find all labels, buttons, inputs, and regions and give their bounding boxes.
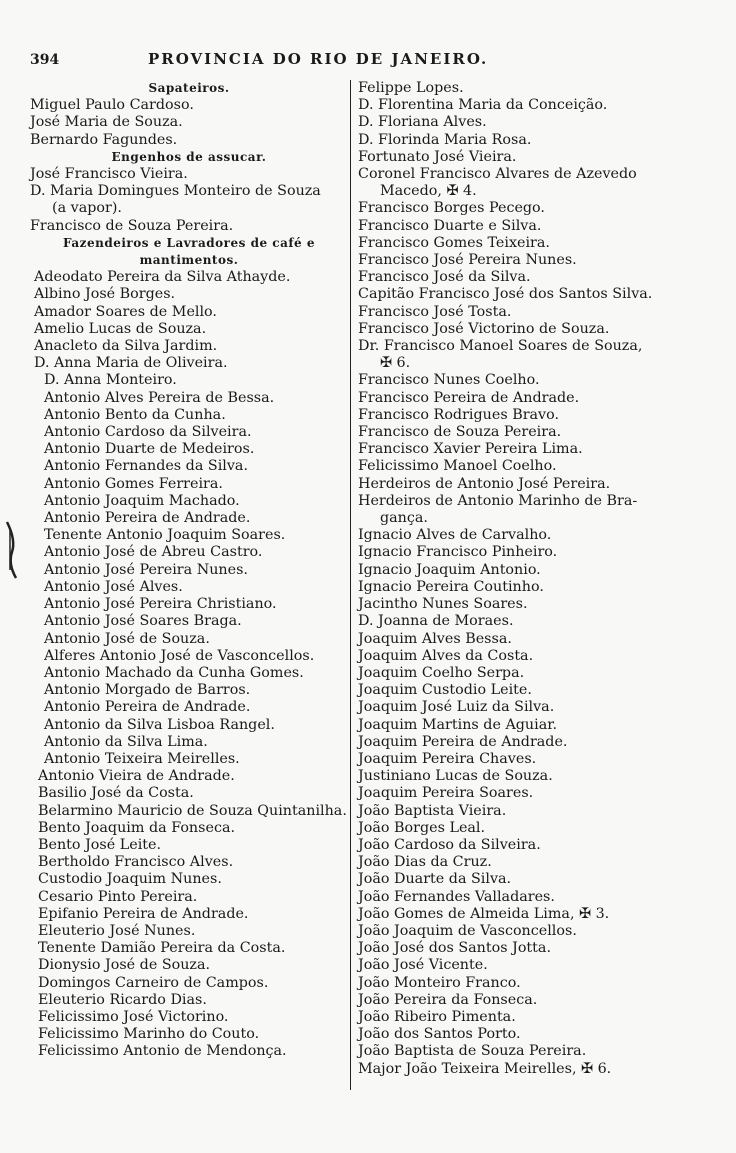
right-column <box>358 80 676 1078</box>
list-entry: João Ribeiro Pimenta. <box>358 1008 516 1025</box>
list-entry: Antonio José Pereira Christiano. <box>44 596 277 613</box>
list-entry: Anacleto da Silva Jardim. <box>34 338 218 355</box>
list-entry: Francisco de Souza Pereira. <box>358 424 562 441</box>
list-entry: Bernardo Fagundes. <box>30 131 178 148</box>
list-entry: Felicissimo Marinho do Couto. <box>38 1026 260 1043</box>
list-entry: Joaquim Pereira Chaves. <box>358 750 537 767</box>
list-entry: Eleuterio Ricardo Dias. <box>38 991 207 1008</box>
list-entry: Miguel Paulo Cardoso. <box>30 97 194 114</box>
list-entry: José Francisco Vieira. <box>30 166 188 183</box>
section-heading: mantimentos. <box>139 253 239 268</box>
list-entry: Domingos Carneiro de Campos. <box>38 974 269 991</box>
list-entry: Francisco Nunes Coelho. <box>358 372 540 389</box>
list-entry: Basilio José da Costa. <box>38 785 194 802</box>
list-entry: Custodio Joaquim Nunes. <box>38 871 222 888</box>
list-entry: Major João Teixeira Meirelles, ✠ 6. <box>358 1060 612 1077</box>
list-entry: Capitão Francisco José dos Santos Silva. <box>358 286 653 303</box>
list-entry: João dos Santos Porto. <box>358 1026 521 1043</box>
list-entry: D. Anna Monteiro. <box>44 372 177 389</box>
list-entry: Francisco Borges Pecego. <box>358 200 545 217</box>
section-heading: Engenhos de assucar. <box>111 149 267 164</box>
list-entry: João Gomes de Almeida Lima, ✠ 3. <box>358 905 610 922</box>
list-entry: Antonio Pereira de Andrade. <box>44 510 251 527</box>
list-entry: Antonio Joaquim Machado. <box>44 492 240 509</box>
list-entry: Antonio José de Souza. <box>44 630 210 647</box>
list-entry: Tenente Antonio Joaquim Soares. <box>44 527 286 544</box>
list-entry: Antonio José Pereira Nunes. <box>44 561 248 578</box>
list-entry: João Baptista Vieira. <box>358 802 507 819</box>
list-entry: Felippe Lopes. <box>358 80 464 96</box>
list-entry: José Maria de Souza. <box>30 114 183 131</box>
list-entry: Antonio Duarte de Medeiros. <box>44 441 255 458</box>
list-entry: Bento José Leite. <box>38 836 162 853</box>
list-entry: Joaquim Martins de Aguiar. <box>358 716 558 733</box>
list-entry: Joaquim José Luiz da Silva. <box>358 699 555 716</box>
list-entry: Amador Soares de Mello. <box>34 303 217 320</box>
list-entry: Francisco José Victorino de Souza. <box>358 320 610 337</box>
list-entry: Bento Joaquim da Fonseca. <box>38 819 236 836</box>
list-entry: João Cardoso da Silveira. <box>358 836 541 853</box>
list-entry: Antonio José Alves. <box>44 578 183 595</box>
list-entry: Herdeiros de Antonio José Pereira. <box>358 475 611 492</box>
list-entry: Francisco Rodrigues Bravo. <box>358 406 560 423</box>
list-entry: Antonio Cardoso da Silveira. <box>44 424 252 441</box>
entry-continuation: Macedo, ✠ 4. <box>380 183 477 200</box>
entry-continuation: (a vapor). <box>52 200 122 217</box>
list-entry: Bertholdo Francisco Alves. <box>38 854 234 871</box>
list-entry: Antonio Bento da Cunha. <box>44 406 226 423</box>
list-entry: Francisco José Pereira Nunes. <box>358 252 577 269</box>
list-entry: Felicissimo José Victorino. <box>38 1008 229 1025</box>
list-entry: Joaquim Alves da Costa. <box>358 647 534 664</box>
list-entry: Amelio Lucas de Souza. <box>34 320 207 337</box>
list-entry: D. Floriana Alves. <box>358 114 487 131</box>
list-entry: Francisco Pereira de Andrade. <box>358 389 580 406</box>
list-entry: Joaquim Coelho Serpa. <box>358 664 525 681</box>
list-entry: Antonio Pereira de Andrade. <box>44 699 251 716</box>
list-entry: João José dos Santos Jotta. <box>358 940 551 957</box>
list-entry: Joaquim Alves Bessa. <box>358 630 512 647</box>
list-entry: Ignacio Pereira Coutinho. <box>358 578 544 595</box>
list-entry: Ignacio Francisco Pinheiro. <box>358 544 558 561</box>
list-entry: D. Florinda Maria Rosa. <box>358 131 532 148</box>
list-entry: Albino José Borges. <box>34 286 176 303</box>
list-entry: Antonio José Soares Braga. <box>44 613 242 630</box>
list-entry: Antonio Alves Pereira de Bessa. <box>44 389 275 406</box>
list-entry: Antonio Morgado de Barros. <box>44 682 251 699</box>
list-entry: João Borges Leal. <box>358 819 486 836</box>
list-entry: João Pereira da Fonseca. <box>358 991 538 1008</box>
list-entry: D. Maria Domingues Monteiro de Souza <box>30 183 321 200</box>
list-entry: João Duarte da Silva. <box>358 871 512 888</box>
list-entry: Francisco José Tosta. <box>358 303 512 320</box>
list-entry: Coronel Francisco Alvares de Azevedo <box>358 166 637 183</box>
list-entry: Antonio Machado da Cunha Gomes. <box>44 664 304 681</box>
list-entry: João José Vicente. <box>358 957 488 974</box>
page-number: 394 <box>30 52 60 68</box>
list-entry: Joaquim Pereira de Andrade. <box>358 733 568 750</box>
list-entry: Felicissimo Antonio de Mendonça. <box>38 1043 287 1060</box>
list-entry: Joaquim Pereira Soares. <box>358 785 534 802</box>
list-entry: D. Florentina Maria da Conceição. <box>358 97 608 114</box>
list-entry: Herdeiros de Antonio Marinho de Bra- <box>358 492 638 509</box>
list-entry: Fortunato José Vieira. <box>358 148 517 165</box>
list-entry: Tenente Damião Pereira da Costa. <box>38 940 286 957</box>
list-entry: João Fernandes Valladares. <box>358 888 555 905</box>
list-entry: João Monteiro Franco. <box>358 974 521 991</box>
list-entry: Antonio José de Abreu Castro. <box>44 544 263 561</box>
list-entry: Francisco Gomes Teixeira. <box>358 234 550 251</box>
list-entry: Adeodato Pereira da Silva Athayde. <box>34 269 291 286</box>
list-entry: Dionysio José de Souza. <box>38 957 211 974</box>
list-entry: Felicissimo Manoel Coelho. <box>358 458 557 475</box>
left-column <box>30 80 348 1061</box>
list-entry: Francisco José da Silva. <box>358 269 531 286</box>
list-entry: Ignacio Alves de Carvalho. <box>358 527 552 544</box>
list-entry: Francisco Xavier Pereira Lima. <box>358 441 583 458</box>
list-entry: D. Joanna de Moraes. <box>358 613 514 630</box>
list-entry: Jacintho Nunes Soares. <box>358 596 528 613</box>
list-entry: Epifanio Pereira de Andrade. <box>38 905 249 922</box>
list-entry: Joaquim Custodio Leite. <box>358 682 532 699</box>
list-entry: João Joaquim de Vasconcellos. <box>358 922 577 939</box>
list-entry: Belarmino Mauricio de Souza Quintanilha. <box>38 802 347 819</box>
list-entry: Francisco Duarte e Silva. <box>358 217 542 234</box>
list-entry: Antonio Vieira de Andrade. <box>38 768 235 785</box>
margin-bracket-mark <box>4 520 20 580</box>
list-entry: João Baptista de Souza Pereira. <box>358 1043 587 1060</box>
section-heading: Fazendeiros e Lavradores de café e <box>63 235 315 250</box>
column-divider <box>350 80 351 1090</box>
list-entry: Alferes Antonio José de Vasconcellos. <box>44 647 315 664</box>
list-entry: Dr. Francisco Manoel Soares de Souza, <box>358 338 643 355</box>
list-entry: Antonio Gomes Ferreira. <box>44 475 223 492</box>
list-entry: Eleuterio José Nunes. <box>38 922 196 939</box>
list-entry: Antonio da Silva Lima. <box>44 733 208 750</box>
section-heading: Sapateiros. <box>148 81 230 95</box>
list-entry: Ignacio Joaquim Antonio. <box>358 561 541 578</box>
list-entry: Antonio Teixeira Meirelles. <box>44 750 240 767</box>
list-entry: Cesario Pinto Pereira. <box>38 888 198 905</box>
list-entry: Justiniano Lucas de Souza. <box>358 768 553 785</box>
entry-continuation: gança. <box>380 510 428 527</box>
list-entry: D. Anna Maria de Oliveira. <box>34 355 228 372</box>
list-entry: Antonio Fernandes da Silva. <box>44 458 248 475</box>
page-title: PROVINCIA DO RIO DE JANEIRO. <box>148 50 489 68</box>
list-entry: Antonio da Silva Lisboa Rangel. <box>44 716 275 733</box>
entry-continuation: ✠ 6. <box>380 355 411 372</box>
list-entry: Francisco de Souza Pereira. <box>30 217 234 234</box>
list-entry: João Dias da Cruz. <box>358 854 492 871</box>
